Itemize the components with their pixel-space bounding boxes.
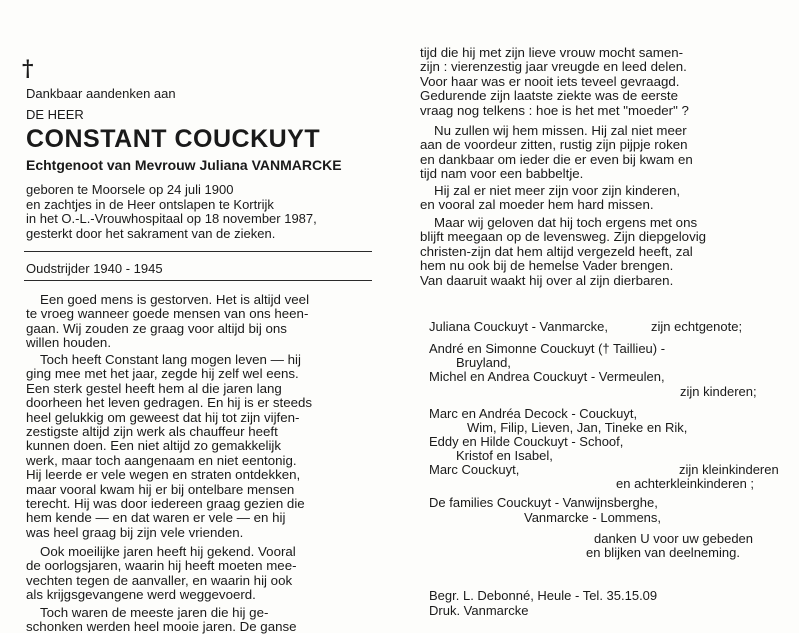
- text-line: tijd die hij met zijn lieve vrouw mocht samen-: [420, 45, 684, 60]
- children-role: zijn kinderen;: [680, 384, 757, 399]
- text-line: terecht. Hij was door iedereen graag gezien die: [26, 495, 305, 511]
- text-line: blijft meegaan op de levensweg. Zijn diepgelovig: [420, 229, 707, 245]
- text-line: hem kende — en dat waren er vele — en hij: [26, 510, 286, 526]
- text-line: zestigste altijd zijn werk als chauffeur heeft: [26, 423, 278, 439]
- cross-icon: †: [22, 56, 34, 82]
- divider-top: [24, 251, 372, 252]
- title-prefix: DE HEER: [26, 107, 84, 122]
- remembrance-text: Dankbaar aandenken aan: [26, 86, 176, 101]
- grandchildren-line-1: Marc en Andréa Decock - Couckuyt,: [429, 406, 638, 421]
- right-paragraph-1: [420, 46, 689, 118]
- text-line: als krijgsgevangene werd weggevoerd.: [26, 587, 256, 603]
- text-line: heel gelukkig om geweest dat hij tot zijn vijfen-: [26, 409, 300, 425]
- thanks-line-1: danken U voor uw gebeden: [594, 531, 754, 546]
- text-line: Een goed mens is gestorven. Het is altijd veel: [40, 292, 310, 307]
- text-line: Hij leerde er vele wegen en straten ontdekken,: [26, 467, 301, 483]
- funeral-director: Begr. L. Debonné, Heule - Tel. 35.15.09: [429, 588, 658, 603]
- text-line: Toch heeft Constant lang mogen leven — hij: [40, 352, 301, 367]
- children-line-1: André en Simonne Couckuyt († Taillieu) -: [429, 341, 666, 356]
- left-paragraph-3: [26, 545, 297, 603]
- text-line: hem nu ook bij de hemelse Vader brengen.: [420, 258, 674, 274]
- text-line: schonken werden heel mooie jaren. De ganse: [26, 619, 297, 635]
- text-line: en vooral zal moeder hem hard missen.: [420, 197, 654, 213]
- text-line: tijd nam voor een babbeltje.: [420, 166, 584, 182]
- divider-bottom: [24, 280, 372, 281]
- text-line: kunnen doen. Een niet altijd zo gemakkelijk: [26, 438, 282, 454]
- text-line: Toch waren de meeste jaren die hij ge-: [40, 605, 269, 620]
- grandchildren-line-2: Eddy en Hilde Couckuyt - Schoof,: [429, 434, 624, 449]
- text-line: gaan. Wij zouden ze graag voor altijd bij ons: [26, 320, 287, 336]
- spouse-line: Echtgenoot van Mevrouw Juliana VANMARCKE: [26, 157, 342, 173]
- children-line-2: Michel en Andrea Couckuyt - Vermeulen,: [429, 369, 665, 384]
- text-line: Van daaruit waakt hij over al zijn dierbaren.: [420, 272, 674, 288]
- right-paragraph-2: [420, 124, 693, 182]
- families-line-1: De families Couckuyt - Vanwijnsberghe,: [429, 495, 658, 510]
- sacrament-line: gesterkt door het sakrament van de zieken.: [26, 225, 276, 241]
- text-line: doorheen het leven gedragen. En hij is er steeds: [26, 395, 313, 411]
- left-paragraph-1: [26, 293, 309, 351]
- text-line: ging mee met het jaar, zegde hij zelf wel eens.: [26, 366, 299, 382]
- text-line: te vroeg wanneer goede mensen van ons heen-: [26, 306, 309, 322]
- text-line: Gedurende zijn laatste ziekte was de eerste: [420, 88, 678, 104]
- text-line: Ook moeilijke jaren heeft hij gekend. Vooral: [40, 544, 296, 559]
- text-line: en dankbaar om ieder die er even bij kwam en: [420, 151, 693, 167]
- death-line-2: in het O.-L.-Vrouwhospitaal op 18 november 1987,: [26, 211, 317, 226]
- left-paragraph-2: [26, 353, 312, 540]
- birth-death-info: [26, 183, 317, 241]
- thanks-line-2: en blijken van deelneming.: [586, 545, 740, 560]
- text-line: Maar wij geloven dat hij toch ergens met ons: [434, 215, 698, 230]
- right-paragraph-4: [420, 216, 706, 288]
- text-line: Voor haar was er nooit iets teveel gevraagd.: [420, 73, 680, 89]
- grandchildren-role-2: en achterkleinkinderen ;: [616, 476, 755, 491]
- text-line: maar vooral kwam hij er bij ontelbare mensen: [26, 481, 295, 497]
- text-line: de oorlogsjaren, waarin hij heeft moeten mee-: [26, 558, 297, 574]
- text-line: vraag nog telkens : hoe is het met "moeder" ?: [420, 102, 689, 118]
- text-line: werk, maar toch aangenaam en niet eentonig.: [26, 452, 297, 468]
- families-line-2: Vanmarcke - Lommens,: [524, 510, 662, 525]
- right-paragraph-3: [420, 184, 680, 213]
- spouse-name: Juliana Couckuyt - Vanmarcke,: [429, 319, 608, 334]
- text-line: Hij zal er niet meer zijn voor zijn kinderen,: [434, 183, 681, 198]
- grandchildren-line-1b: Wim, Filip, Lieven, Jan, Tineke en Rik,: [467, 420, 688, 435]
- children-line-1b: Bruyland,: [456, 355, 511, 370]
- grandchildren-line-2b: Kristof en Isabel,: [456, 448, 553, 463]
- text-line: willen houden.: [26, 335, 112, 351]
- left-paragraph-4: [26, 606, 297, 635]
- text-line: Nu zullen wij hem missen. Hij zal niet meer: [434, 123, 687, 138]
- death-line-1: en zachtjes in de Heer ontslapen te Kortrijk: [26, 196, 274, 212]
- birth-line: geboren te Moorsele op 24 juli 1900: [26, 182, 234, 197]
- text-line: was heel graag bij zijn vele vrienden.: [26, 524, 244, 540]
- grandchildren-role-1: zijn kleinkinderen: [679, 462, 779, 477]
- text-line: Een sterk gestel heeft hem al die jaren lang: [26, 380, 282, 396]
- veteran-line: Oudstrijder 1940 - 1945: [26, 261, 163, 276]
- spouse-role: zijn echtgenote;: [651, 319, 743, 334]
- printer-credit: Druk. Vanmarcke: [429, 603, 529, 618]
- text-line: christen-zijn dat hem altijd vergezeld heeft, zal: [420, 243, 693, 259]
- grandchildren-line-3: Marc Couckuyt,: [429, 462, 520, 477]
- text-line: aan de voordeur zitten, rustig zijn pijpje roken: [420, 137, 688, 153]
- text-line: zijn : vierenzestig jaar vreugde en leed delen.: [420, 59, 687, 75]
- text-line: vechten tegen de aanvaller, en waarin hij ook: [26, 572, 293, 588]
- deceased-name: CONSTANT COUCKUYT: [26, 125, 321, 153]
